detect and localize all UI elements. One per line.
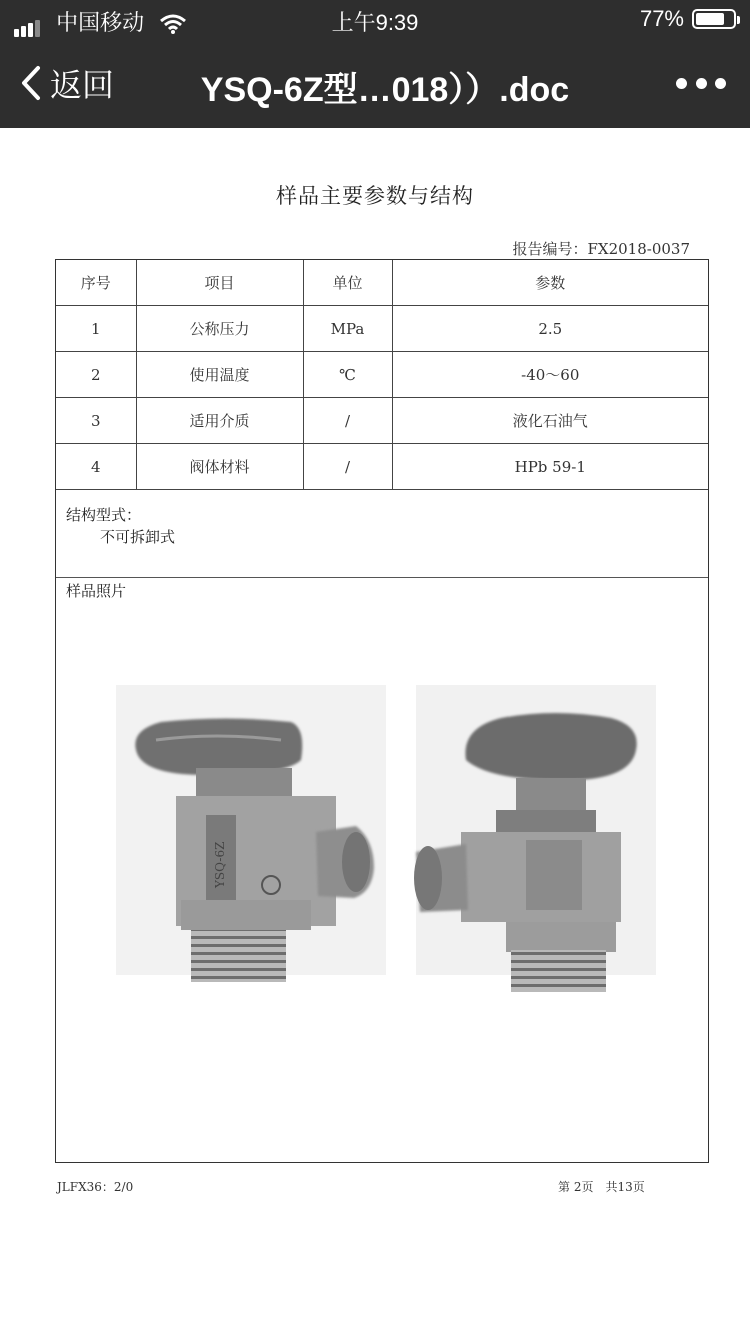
form-code: JLFX36：2/0 xyxy=(57,1180,134,1194)
top-bar xyxy=(0,0,750,128)
table-cell: / xyxy=(303,398,392,444)
table-row xyxy=(56,306,708,352)
sample-photos xyxy=(56,600,708,1160)
table-cell: 2.5 xyxy=(392,306,708,352)
table-cell: MPa xyxy=(303,306,392,352)
document-page[interactable] xyxy=(0,128,750,1334)
parameters-table xyxy=(56,260,708,490)
valve-photo-left xyxy=(116,685,386,982)
more-dot-icon xyxy=(696,78,707,89)
table-cell: 1 xyxy=(56,306,136,352)
back-button[interactable] xyxy=(20,60,114,106)
table-cell: 阀体材料 xyxy=(136,444,303,490)
table-header-row xyxy=(56,260,708,306)
structure-value: 不可拆卸式 xyxy=(100,528,176,546)
table-row xyxy=(56,398,708,444)
page-number: 第 2页 共13页 xyxy=(558,1180,645,1194)
battery-icon xyxy=(692,9,736,29)
nav-bar xyxy=(0,40,750,128)
valve-photos xyxy=(56,600,707,1160)
column-header: 序号 xyxy=(56,260,136,306)
parameters-frame xyxy=(55,259,709,1163)
photo-label: 样品照片 xyxy=(66,582,127,600)
table-cell: 2 xyxy=(56,352,136,398)
back-label: 返回 xyxy=(50,67,115,103)
more-button[interactable] xyxy=(676,68,726,98)
clock: 上午9:39 xyxy=(331,10,419,35)
carrier-name: 中国移动 xyxy=(56,10,145,35)
table-cell: 液化石油气 xyxy=(392,398,708,444)
column-header: 项目 xyxy=(136,260,303,306)
structure-label: 结构型式： xyxy=(66,506,142,524)
battery-status xyxy=(640,6,736,32)
chevron-left-icon xyxy=(20,65,42,101)
battery-percent: 77% xyxy=(639,6,684,31)
page-heading: 样品主要参数与结构 xyxy=(276,184,474,208)
table-cell: HPb 59-1 xyxy=(392,444,708,490)
table-cell: 3 xyxy=(56,398,136,444)
report-number: 报告编号：FX2018-0037 xyxy=(512,240,690,258)
valve-photo-right xyxy=(414,685,656,992)
more-dot-icon xyxy=(715,78,726,89)
column-header: 单位 xyxy=(303,260,392,306)
table-row xyxy=(56,352,708,398)
column-header: 参数 xyxy=(392,260,708,306)
table-cell: 4 xyxy=(56,444,136,490)
structure-section xyxy=(56,500,708,578)
table-cell: 使用温度 xyxy=(136,352,303,398)
table-cell: / xyxy=(303,444,392,490)
valve-stamp: YSQ-6Z xyxy=(213,841,227,888)
table-cell: 适用介质 xyxy=(136,398,303,444)
table-cell: -40～60 xyxy=(392,352,708,398)
table-cell: 公称压力 xyxy=(136,306,303,352)
document-title: YSQ-6Z型…018））.doc xyxy=(200,71,570,109)
table-cell: ℃ xyxy=(303,352,392,398)
status-bar xyxy=(0,0,750,40)
table-row xyxy=(56,444,708,490)
more-dot-icon xyxy=(676,78,687,89)
